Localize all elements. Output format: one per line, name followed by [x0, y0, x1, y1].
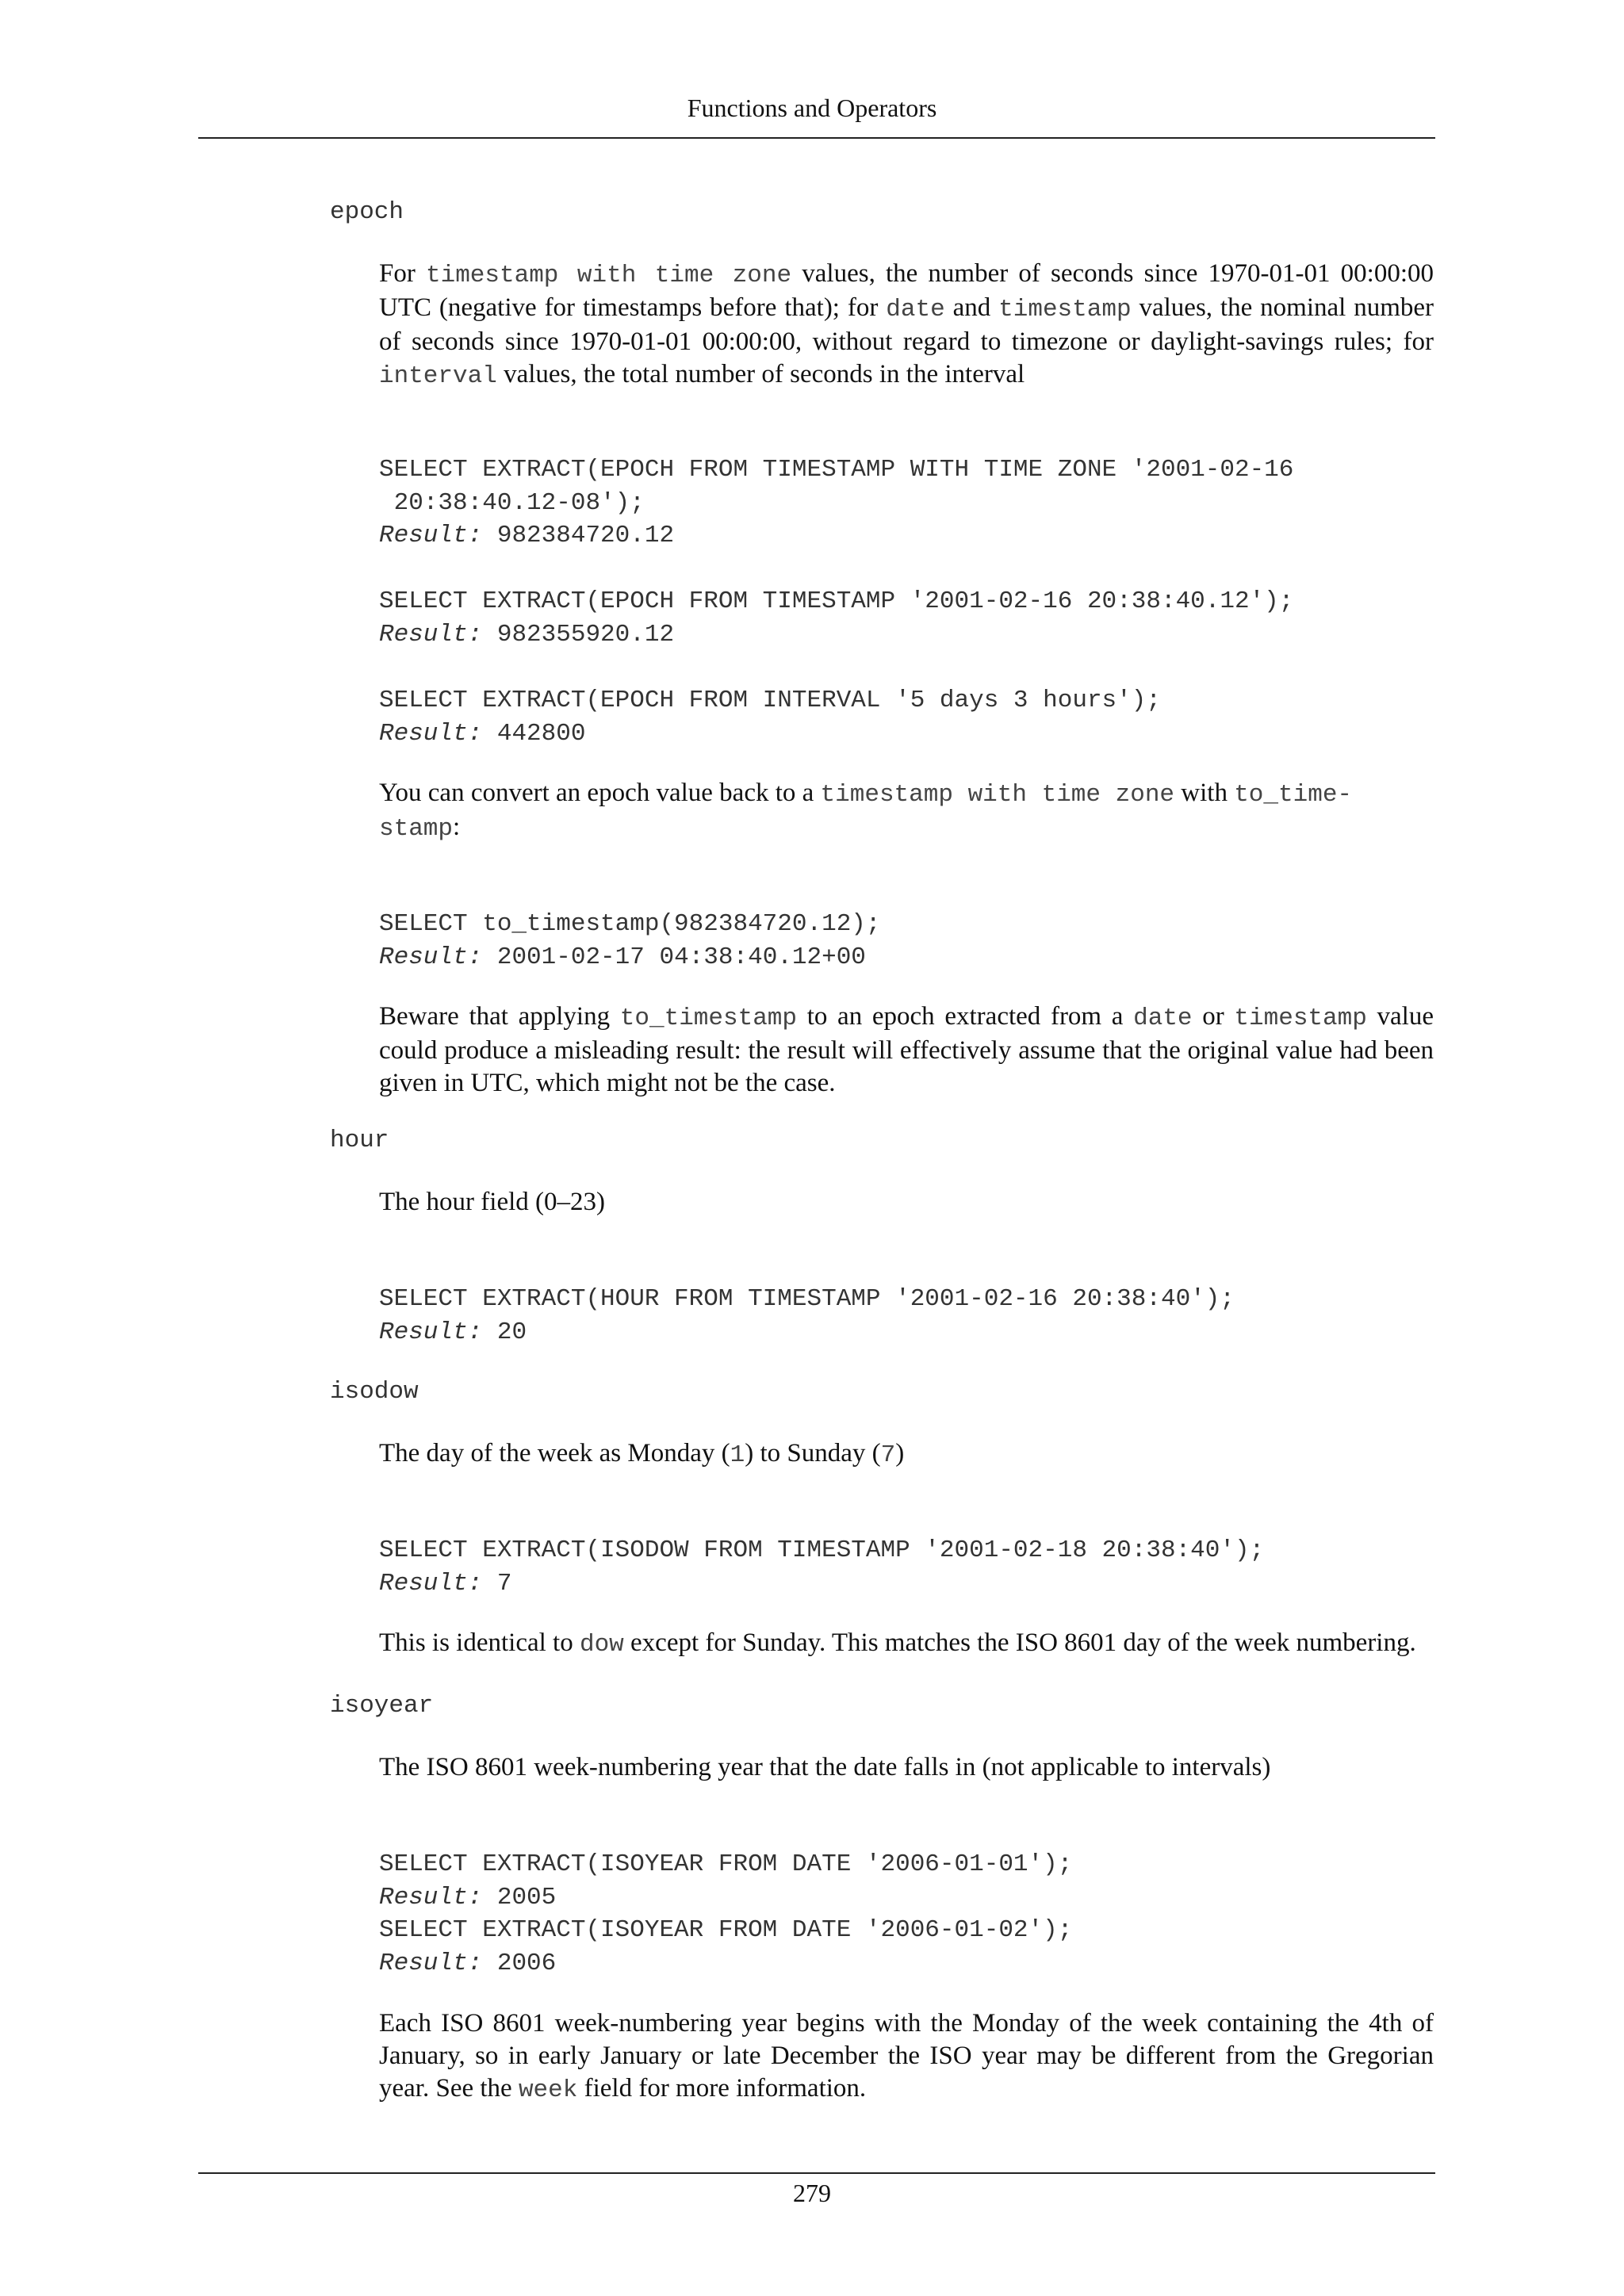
code-line: SELECT EXTRACT(ISOYEAR FROM DATE '2006-01-01');	[379, 1850, 1073, 1878]
page-number: 279	[793, 2179, 831, 2207]
hour-description: The hour field (0–23)	[379, 1188, 605, 1216]
code-result: Result: 2006	[379, 1950, 557, 1977]
code-result: Result: 2001-02-17 04:38:40.12+00	[379, 943, 866, 971]
isoyear-description: The ISO 8601 week-numbering year that the date falls in (not applicable to intervals)	[379, 1753, 1271, 1781]
epoch-convert-text: You can convert an epoch value back to a timestamp with time zone with to_time- stamp:	[379, 779, 1353, 843]
code-line: SELECT EXTRACT(EPOCH FROM TIMESTAMP WITH TIME ZONE '2001-02-16	[379, 456, 1294, 484]
code-line: SELECT to_timestamp(982384720.12);	[379, 910, 881, 938]
footer-rule	[198, 2172, 1435, 2174]
isodow-note: This is identical to dow except for Sunday. This matches the ISO 8601 day of the week numbering.	[379, 1628, 1416, 1659]
isoyear-note: Each ISO 8601 week-numbering year begins with the Monday of the week containing the 4th of January, so in early January or late December the ISO year may be different from the Gregorian year. See the week field for more information.	[379, 2009, 1434, 2104]
code-result: Result: 20	[379, 1318, 527, 1346]
header-rule	[198, 137, 1435, 139]
isodow-description: The day of the week as Monday (1) to Sunday (7)	[379, 1439, 905, 1469]
term-hour: hour	[330, 1127, 389, 1154]
epoch-beware-text: Beware that applying to_timestamp to an epoch extracted from a date or timestamp value could produce a misleading result: the result will effectively assume that the original value had been given in UTC, which might not be the case.	[379, 1002, 1434, 1097]
code-line: SELECT EXTRACT(HOUR FROM TIMESTAMP '2001-02-16 20:38:40');	[379, 1285, 1235, 1313]
term-epoch: epoch	[330, 198, 404, 226]
code-line: SELECT EXTRACT(ISODOW FROM TIMESTAMP '2001-02-18 20:38:40');	[379, 1536, 1265, 1564]
code-result: Result: 2005	[379, 1884, 557, 1911]
code-result: Result: 7	[379, 1570, 512, 1598]
code-result: Result: 982384720.12	[379, 522, 675, 549]
term-isodow: isodow	[330, 1378, 419, 1406]
code-line: 20:38:40.12-08');	[379, 489, 645, 517]
code-result: Result: 982355920.12	[379, 621, 675, 649]
term-isoyear: isoyear	[330, 1692, 434, 1720]
code-line: SELECT EXTRACT(EPOCH FROM TIMESTAMP '2001-02-16 20:38:40.12');	[379, 587, 1294, 615]
code-line: SELECT EXTRACT(EPOCH FROM INTERVAL '5 days 3 hours');	[379, 687, 1161, 714]
code-result: Result: 442800	[379, 720, 586, 748]
running-header: Functions and Operators	[687, 94, 937, 122]
epoch-description: For timestamp with time zone values, the number of seconds since 1970-01-01 00:00:00 UTC (negative for timestamps before that); for date and timestamp values, the nominal number of seconds since 1970-01-01 00:00:00, without regard to timezone or daylight-savings rules; for interval values, the total number of seconds in the interval	[379, 259, 1434, 390]
code-line: SELECT EXTRACT(ISOYEAR FROM DATE '2006-01-02');	[379, 1916, 1073, 1944]
